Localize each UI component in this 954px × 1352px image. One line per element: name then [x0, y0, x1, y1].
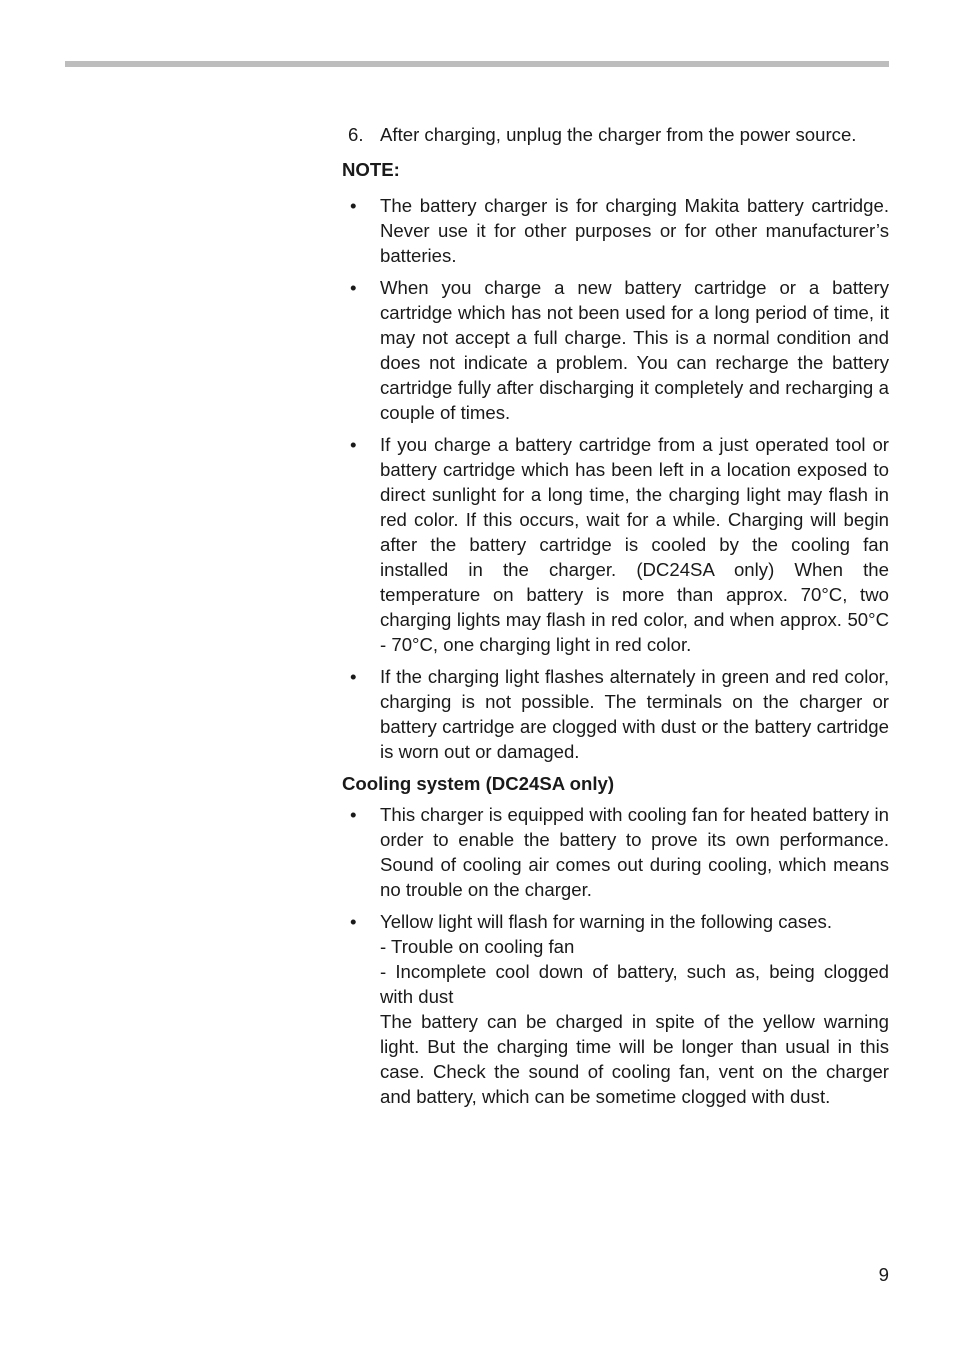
content-column — [342, 122, 889, 1116]
step-number: 6. — [348, 124, 364, 145]
warning-case-dust: - Incomplete cool down of battery, such as, being clogged with dust — [380, 961, 889, 1007]
bullet-icon: • — [350, 911, 357, 932]
warning-detail: The battery can be charged in spite of the yellow warning light. But the charging time will be longer than usual in this case. Check the sound of cooling fan, vent on the charger and battery, which can be sometime clogged with dust. — [380, 1011, 889, 1107]
cooling-heading: Cooling system (DC24SA only) — [342, 773, 615, 794]
note-bullet — [342, 275, 889, 425]
bullet-icon: • — [350, 434, 357, 455]
header-rule — [65, 61, 889, 67]
bullet-icon: • — [350, 195, 357, 216]
bullet-icon: • — [350, 277, 357, 298]
bullet-text: The battery charger is for charging Makita battery cartridge. Never use it for other purposes or for other manufacturer’s batteries. — [380, 195, 889, 266]
bullet-text: This charger is equipped with cooling fan for heated battery in order to enable the battery to prove its own performance. Sound of cooling air comes out during cooling, which means no trouble on the charger. — [380, 804, 889, 900]
bullet-text: If the charging light flashes alternately in green and red color, charging is not possible. The terminals on the charger or battery cartridge are clogged with dust or the battery cartridge is worn out or damaged. — [380, 666, 889, 762]
bullet-text: If you charge a battery cartridge from a just operated tool or battery cartridge which has been left in a location exposed to direct sunlight for a long time, the charging light may flash in red color. If this occurs, wait for a while. Charging will begin after the battery cartridge is cooled by the cooling fan installed in the charger. (DC24SA only) When the temperature on battery is more than approx. 70°C, two charging lights may flash in red color, and when approx. 50°C - 70°C, one charging light in red color. — [380, 434, 889, 655]
page-number: 9 — [878, 1264, 889, 1285]
note-bullet — [342, 193, 889, 268]
cooling-bullet — [342, 802, 889, 902]
note-bullet — [342, 432, 889, 657]
warning-intro: Yellow light will flash for warning in the following cases. — [380, 911, 832, 932]
bullet-icon: • — [350, 804, 357, 825]
bullet-icon: • — [350, 666, 357, 687]
step-text: After charging, unplug the charger from the power source. — [380, 124, 857, 145]
cooling-bullet — [342, 909, 889, 1109]
note-heading: NOTE: — [342, 159, 400, 180]
warning-case-fan: - Trouble on cooling fan — [380, 936, 575, 957]
bullet-text: When you charge a new battery cartridge or a battery cartridge which has not been used for a long period of time, it may not accept a full charge. This is a normal condition and does not indicate a problem. You can recharge the battery cartridge fully after discharging it completely and recharging a couple of times. — [380, 277, 889, 423]
note-bullet — [342, 664, 889, 764]
step-6 — [342, 122, 889, 147]
